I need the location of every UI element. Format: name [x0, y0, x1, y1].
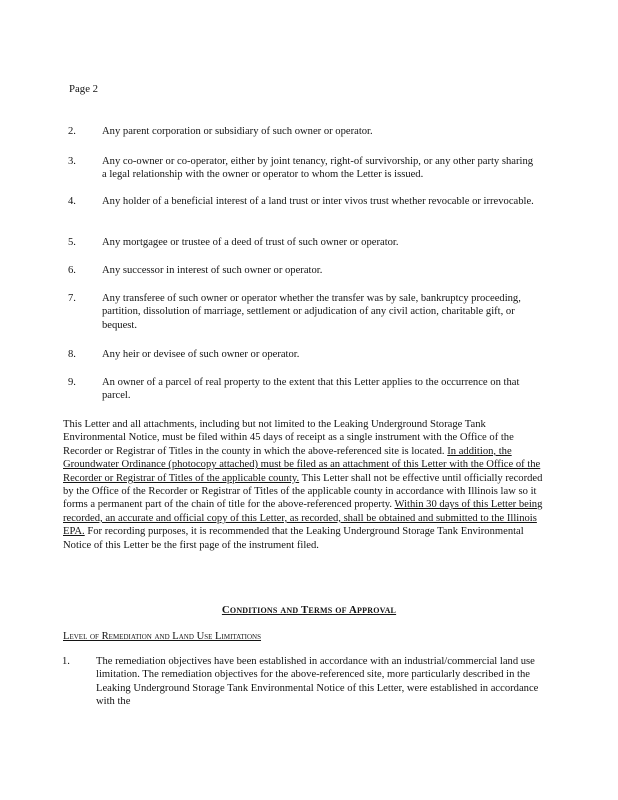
list-item	[68, 376, 538, 403]
list-item-number: 6.	[68, 265, 76, 276]
filing-text-1: This Letter and all attachments, including but not limited to the Leaking Underground Storage Tank Environmental Notice, must be filed within 45 days of receipt as a single instrument with the Office of the Recorder or Registrar of Titles in the county in which the above-referenced site is located.	[63, 419, 514, 457]
list-item-number: 2.	[68, 126, 76, 137]
list-item-number: 4.	[68, 196, 76, 207]
list-item-number: 9.	[68, 377, 76, 388]
list-item-text: Any parent corporation or subsidiary of such owner or operator.	[102, 126, 373, 137]
subsection-heading: Level of Remediation and Land Use Limitations	[63, 631, 262, 642]
paragraph-a	[62, 655, 542, 709]
paragraph-a-text: The remediation objectives have been established in accordance with an industrial/commercial land use limitation. The remediation objectives for the above-referenced site, more particularly described in the Leaking Underground Storage Tank Environmental Notice of this Letter, were established in accordance with the	[96, 656, 539, 708]
filing-paragraph	[63, 418, 545, 552]
section-heading: Conditions and Terms of Approval	[221, 604, 397, 616]
list-item-number: 3.	[68, 156, 76, 167]
list-item-number: 8.	[68, 349, 76, 360]
list-item	[68, 264, 538, 277]
list-item-text: Any co-owner or co-operator, either by joint tenancy, right-of survivorship, or any other party sharing a legal relationship with the owner or operator to whom the Letter is issued.	[102, 156, 534, 181]
page-number: Page 2	[69, 83, 99, 95]
filing-text-3: This Letter shall not be effective until officially recorded by the Office of the Recorder or Registrar of Titles of the applicable county in accordance with Illinois law so it forms a permanent part of the chain of title for the above-referenced property.	[63, 472, 543, 511]
filing-text-2-underlined: In addition, the Groundwater Ordinance (photocopy attached) must be filed as an attachment of this Letter with the Office of the Recorder or Registrar of Titles of the applicable county.	[63, 445, 541, 484]
list-item-text: Any successor in interest of such owner or operator.	[102, 265, 323, 276]
list-item-number: 7.	[68, 293, 76, 304]
list-item-text: Any heir or devisee of such owner or operator.	[102, 349, 300, 360]
filing-text-4-underlined: Within 30 days of this Letter being recorded, an accurate and official copy of this Letter, as recorded, shall be obtained and submitted to the Illinois EPA.	[63, 499, 543, 538]
list-item	[68, 348, 538, 361]
list-item	[68, 292, 538, 332]
list-item-text: Any mortgagee or trustee of a deed of trust of such owner or operator.	[102, 237, 399, 248]
list-item	[68, 195, 538, 208]
list-item	[68, 236, 538, 249]
list-item	[68, 125, 538, 138]
filing-text-5: For recording purposes, it is recommended that the Leaking Underground Storage Tank Environmental Notice of this Letter be the first page of the instrument filed.	[63, 526, 524, 551]
list-item-text: Any holder of a beneficial interest of a land trust or inter vivos trust whether revocable or irrevocable.	[102, 196, 534, 207]
list-item	[68, 155, 538, 182]
list-item-number: 5.	[68, 237, 76, 248]
paragraph-a-number: 1.	[62, 656, 70, 667]
list-item-text: Any transferee of such owner or operator whether the transfer was by sale, bankruptcy proceeding, partition, dissolution of marriage, settlement or adjudication of any civil action, charitable gift, or bequest.	[102, 293, 521, 331]
list-item-text: An owner of a parcel of real property to the extent that this Letter applies to the occurrence on that parcel.	[102, 377, 520, 402]
